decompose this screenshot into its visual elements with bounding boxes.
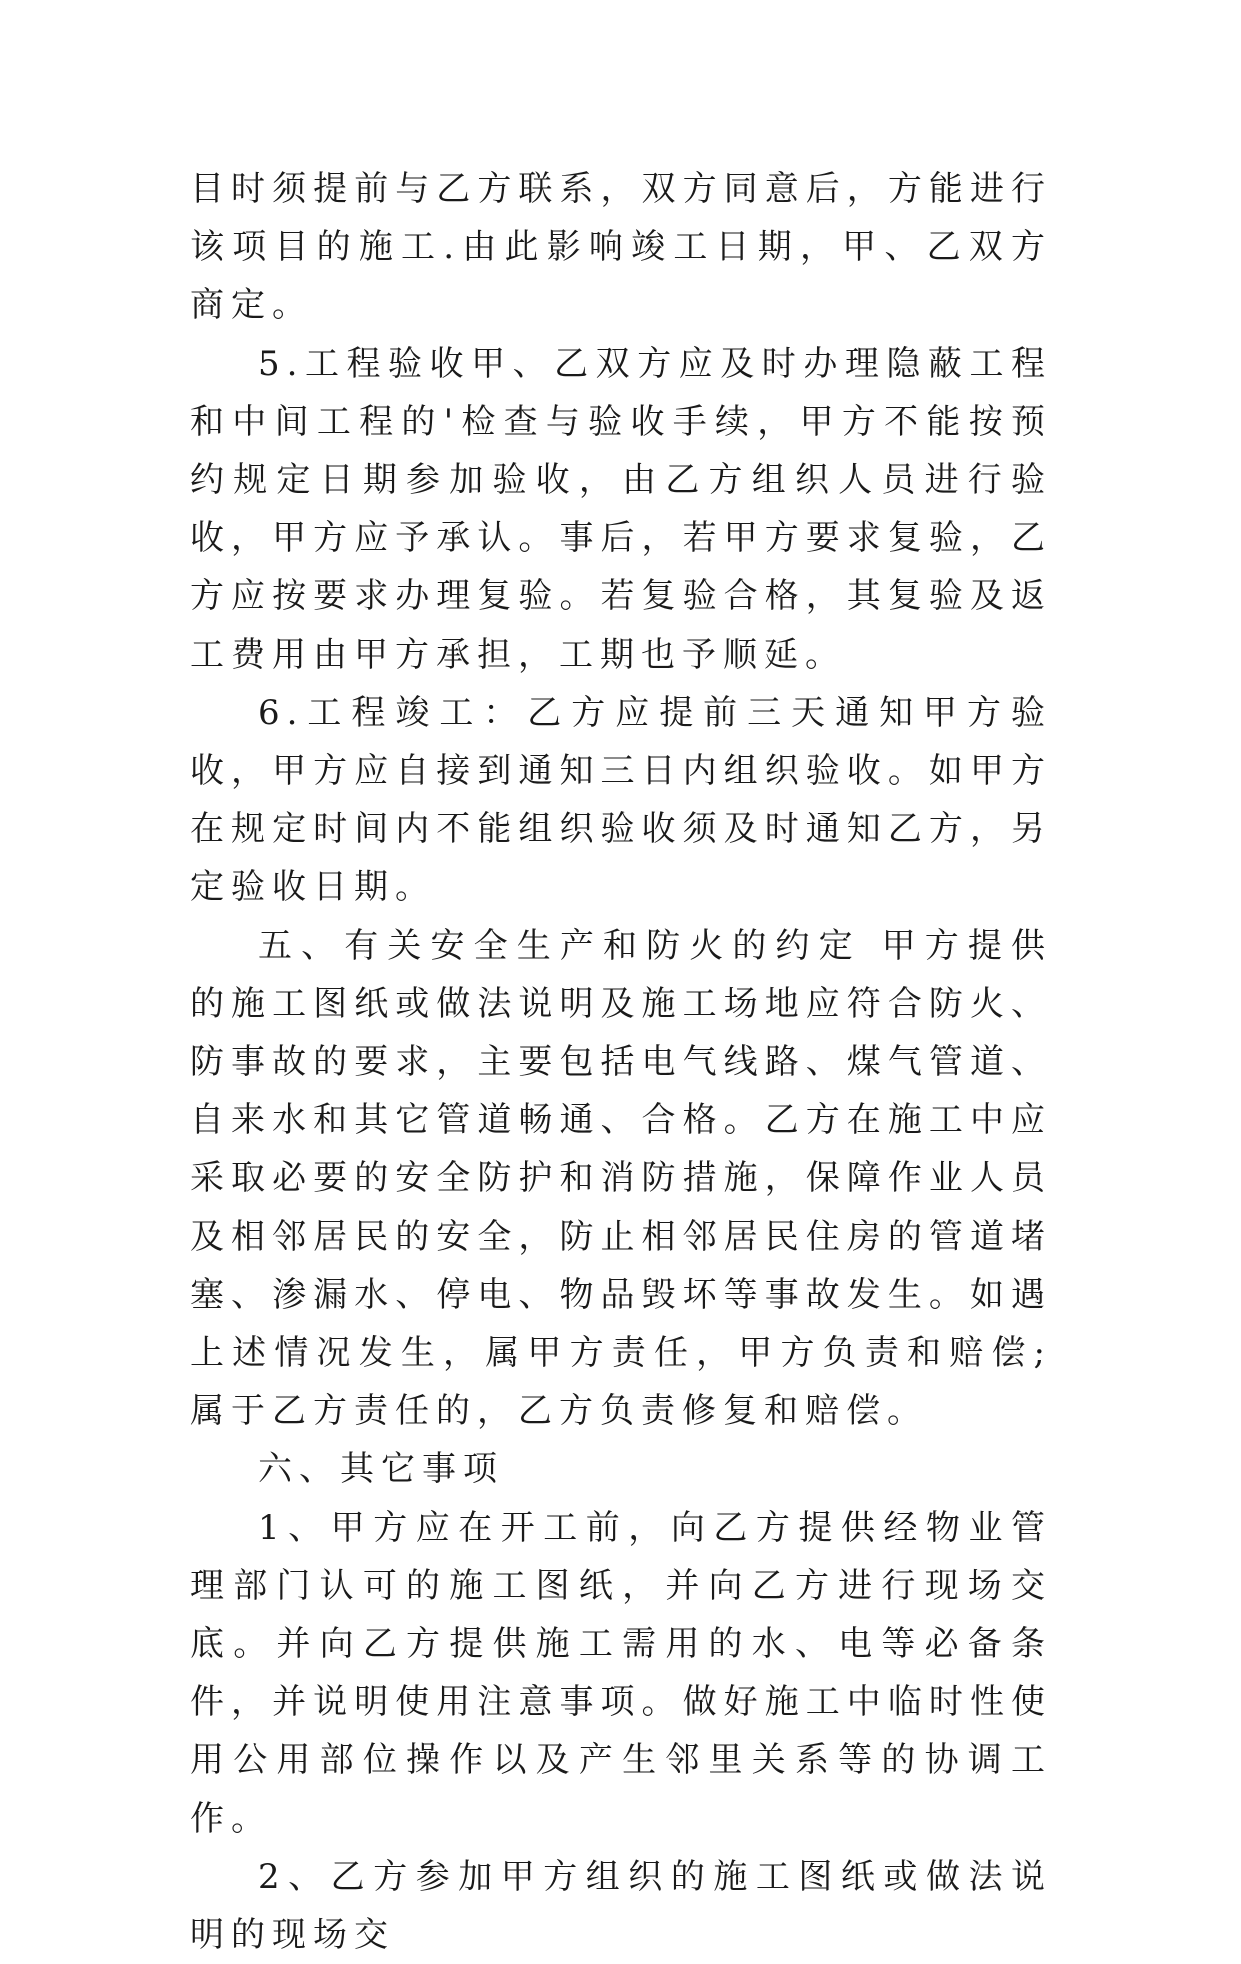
- paragraph-clause-5-acceptance: 5.工程验收甲、乙双方应及时办理隐蔽工程和中间工程的'检查与验收手续，甲方不能按预约规定日期参加验收，由乙方组织人员进行验收，甲方应予承认。事后，若甲方要求复验，乙方应按要求办理复验。若复验合格，其复验及返工费用由甲方承担，工期也予顺延。: [190, 343, 1052, 675]
- paragraph-clause-6-completion: 6.工程竣工：乙方应提前三天通知甲方验收，甲方应自接到通知三日内组织验收。如甲方在规定时间内不能组织验收须及时通知乙方，另定验收日期。: [190, 692, 1052, 908]
- document-body: [190, 160, 1052, 1964]
- paragraph-item-2: 2、乙方参加甲方组织的施工图纸或做法说明的现场交: [190, 1856, 1052, 1956]
- paragraph-section-5-safety: 五、有关安全生产和防火的约定 甲方提供的施工图纸或做法说明及施工场地应符合防火、防事故的要求，主要包括电气线路、煤气管道、自来水和其它管道畅通、合格。乙方在施工中应采取必要的安全防护和消防措施，保障作业人员及相邻居民的安全，防止相邻居民住房的管道堵塞、渗漏水、停电、物品毁坏等事故发生。如遇上述情况发生，属甲方责任，甲方负责和赔偿;属于乙方责任的，乙方负责修复和赔偿。: [190, 925, 1052, 1432]
- section-6-heading: 六、其它事项: [258, 1449, 504, 1490]
- paragraph-continuation: 目时须提前与乙方联系，双方同意后，方能进行该项目的施工.由此影响竣工日期，甲、乙双方商定。: [190, 169, 1052, 326]
- paragraph-item-1: 1、甲方应在开工前，向乙方提供经物业管理部门认可的施工图纸，并向乙方进行现场交底。并向乙方提供施工需用的水、电等必备条件，并说明使用注意事项。做好施工中临时性使用公用部位操作以及产生邻里关系等的协调工作。: [190, 1507, 1052, 1839]
